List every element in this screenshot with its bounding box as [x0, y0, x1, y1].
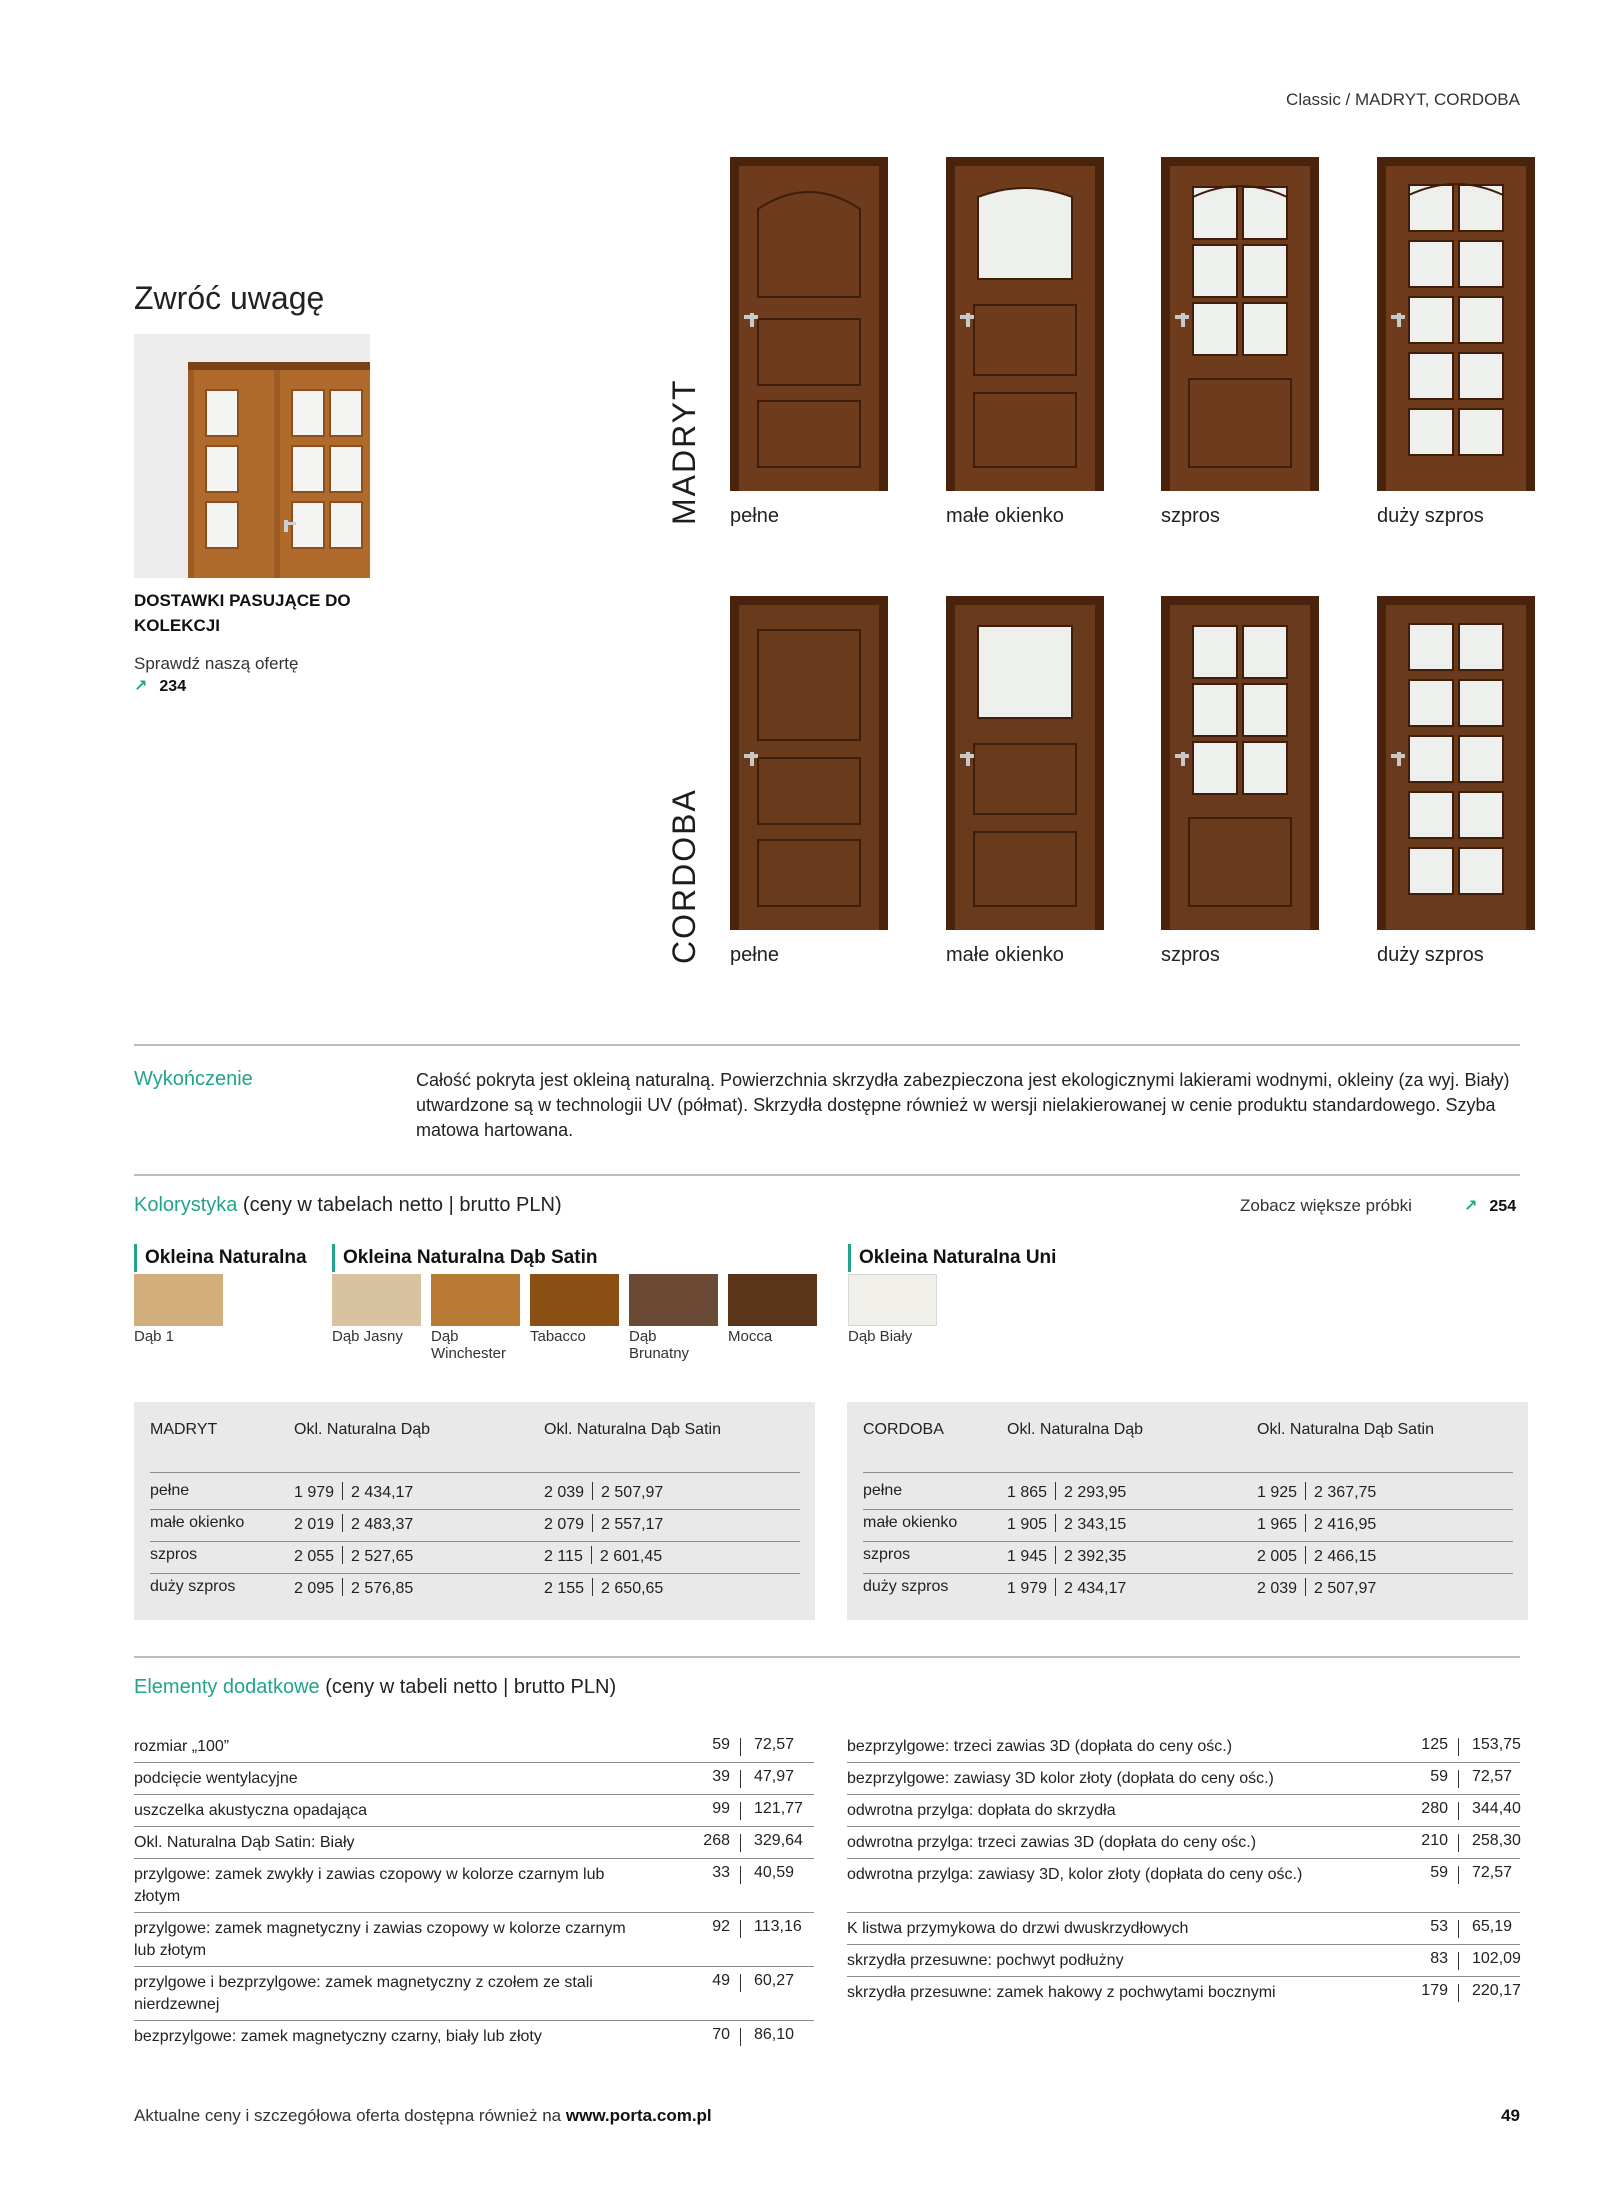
extra-price-gross: 113,16 [754, 1918, 802, 1935]
extra-item-desc: odwrotna przylga: dopłata do skrzydła [847, 1802, 1116, 1819]
extra-price-gross: 153,75 [1472, 1736, 1521, 1753]
table-rule [134, 1912, 814, 1913]
price-gross: 2 576,85 [351, 1580, 414, 1597]
extras-title-accent: Elementy dodatkowe [134, 1676, 320, 1698]
finish-label: Wykończenie [134, 1068, 253, 1090]
door-image [730, 596, 888, 930]
promo-page-link[interactable] [134, 676, 186, 696]
separator [1305, 1514, 1306, 1532]
table-rule [134, 1858, 814, 1859]
divider [134, 1656, 1520, 1658]
separator [740, 2028, 741, 2046]
door-illustration [1377, 157, 1535, 491]
color-swatch-label: Dąb Jasny [332, 1328, 403, 1345]
series-name: MADRYT [666, 378, 702, 525]
extra-price-net: 70 [712, 2026, 730, 2043]
table-rule [134, 1794, 814, 1795]
separator [1458, 1952, 1459, 1970]
door-variant-label: pełne [730, 505, 779, 527]
extra-price-net: 53 [1430, 1918, 1448, 1935]
price-gross: 2 483,37 [351, 1516, 414, 1533]
price-cell [1257, 1546, 1376, 1566]
separator [1055, 1514, 1056, 1532]
price-cell [1007, 1514, 1126, 1534]
separator [740, 1920, 741, 1938]
extra-item-desc: K listwa przymykowa do drzwi dwuskrzydłowych [847, 1920, 1189, 1937]
table-rule [134, 1762, 814, 1763]
door-variant-label: małe okienko [946, 505, 1064, 527]
separator [740, 1834, 741, 1852]
samples-page-link[interactable] [1464, 1196, 1516, 1216]
price-gross: 2 601,45 [599, 1548, 663, 1565]
color-swatch[interactable] [848, 1274, 937, 1326]
extra-price-net: 179 [1421, 1982, 1448, 1999]
price-table-header: Okl. Naturalna Dąb [294, 1421, 431, 1438]
extra-item-desc: odwrotna przylga: zawiasy 3D, kolor złoty (dopłata do ceny ośc.) [847, 1866, 1303, 1883]
color-swatch[interactable] [431, 1274, 520, 1326]
price-cell [1257, 1482, 1376, 1502]
extra-price-gross: 72,57 [1472, 1864, 1513, 1881]
color-swatch-label: Dąb 1 [134, 1328, 175, 1345]
price-cell [1257, 1514, 1376, 1534]
extra-price-net: 59 [1430, 1864, 1448, 1881]
table-rule [150, 1472, 800, 1473]
separator [740, 1866, 741, 1884]
price-cell [544, 1482, 663, 1502]
series-name: CORDOBA [666, 788, 702, 964]
color-group-title: Okleina Naturalna Dąb Satin [332, 1244, 597, 1272]
footer-url-link[interactable]: www.porta.com.pl [565, 2106, 712, 2125]
price-cell [1007, 1546, 1126, 1566]
extra-item-desc: przylgowe: zamek zwykły i zawias czopowy w kolorze czarnym lub złotym [134, 1866, 605, 1905]
extra-price-gross: 220,17 [1472, 1982, 1521, 1999]
separator [1458, 1866, 1459, 1884]
price-net: 2 155 [544, 1580, 585, 1597]
colors-title-accent: Kolorystyka [134, 1194, 238, 1216]
table-rule [863, 1541, 1513, 1542]
price-cell [294, 1482, 413, 1502]
price-row-label: małe okienko [150, 1514, 245, 1531]
color-swatch[interactable] [728, 1274, 817, 1326]
separator [1305, 1546, 1306, 1564]
separator [592, 1578, 593, 1596]
separator [1458, 1834, 1459, 1852]
price-cell [544, 1514, 663, 1534]
color-swatch[interactable] [332, 1274, 421, 1326]
price-cell [1007, 1482, 1126, 1502]
price-net: 1 979 [294, 1484, 335, 1501]
price-gross: 2 507,97 [601, 1484, 664, 1501]
footer-note-text: Aktualne ceny i szczegółowa oferta dostępna również na [134, 2106, 566, 2125]
arrow-up-right-icon: ↗ [1464, 1198, 1478, 1215]
color-swatch[interactable] [134, 1274, 223, 1326]
price-cell [1257, 1578, 1376, 1598]
price-row-label: szpros [863, 1546, 911, 1563]
table-rule [150, 1541, 800, 1542]
table-rule [847, 1944, 1520, 1945]
price-gross: 2 392,35 [1064, 1548, 1127, 1565]
color-group-title: Okleina Naturalna [134, 1244, 307, 1272]
extra-price-net: 39 [712, 1768, 730, 1785]
extra-item-desc: skrzydła przesuwne: zamek hakowy z pochwytami bocznymi [847, 1984, 1276, 2001]
table-rule [150, 1509, 800, 1510]
promo-check-offer: Sprawdź naszą ofertę [134, 654, 299, 673]
door-variant-label: duży szpros [1377, 505, 1484, 527]
door-variant-label: duży szpros [1377, 944, 1484, 966]
door-image [1377, 596, 1535, 930]
price-gross: 2 434,17 [351, 1484, 414, 1501]
separator [592, 1514, 593, 1532]
extra-item-desc: bezprzylgowe: zawiasy 3D kolor złoty (dopłata do ceny ośc.) [847, 1770, 1274, 1787]
door-illustration [946, 596, 1104, 930]
price-cell [294, 1578, 413, 1598]
color-swatch-label: Tabacco [530, 1328, 586, 1345]
color-swatch[interactable] [530, 1274, 619, 1326]
extra-item-desc: bezprzylgowe: trzeci zawias 3D (dopłata do ceny ośc.) [847, 1738, 1233, 1755]
separator [1458, 1738, 1459, 1756]
price-net: 2 039 [1257, 1580, 1298, 1597]
extra-price-gross: 258,30 [1472, 1832, 1521, 1849]
extra-item-desc: przylgowe: zamek magnetyczny i zawias czopowy w kolorze czarnym lub złotym [134, 1920, 626, 1959]
color-swatch-label: Mocca [728, 1328, 773, 1345]
price-net: 1 925 [1257, 1484, 1298, 1501]
door-image [946, 596, 1104, 930]
price-row-label: małe okienko [863, 1514, 958, 1531]
extra-price-gross: 344,40 [1472, 1800, 1521, 1817]
extra-price-net: 33 [712, 1864, 730, 1881]
table-rule [134, 2020, 814, 2021]
table-rule [134, 1966, 814, 1967]
extra-price-gross: 60,27 [754, 1972, 795, 1989]
table-rule [847, 1858, 1520, 1859]
price-cell [544, 1578, 663, 1598]
price-net: 1 979 [1007, 1580, 1048, 1597]
door-illustration [1161, 596, 1319, 930]
separator [1458, 1770, 1459, 1788]
price-table-header: Okl. Naturalna Dąb Satin [1257, 1421, 1434, 1438]
door-image [730, 157, 888, 491]
price-gross: 2 367,75 [1314, 1484, 1377, 1501]
door-variant-label: szpros [1161, 944, 1220, 966]
price-row-label: pełne [150, 1482, 190, 1499]
extra-item-desc: rozmiar „100” [134, 1738, 230, 1755]
price-net: 2 095 [294, 1580, 335, 1597]
table-rule [863, 1472, 1513, 1473]
separator [740, 1738, 741, 1756]
extra-price-net: 92 [712, 1918, 730, 1935]
color-swatch-label: Dąb Brunatny [629, 1328, 690, 1362]
color-swatch[interactable] [629, 1274, 718, 1326]
extra-price-gross: 47,97 [754, 1768, 795, 1785]
separator [591, 1546, 592, 1564]
price-net: 1 945 [1007, 1548, 1048, 1565]
promo-heading: DOSTAWKI PASUJĄCE DO KOLEKCJI [134, 591, 351, 635]
extra-price-net: 59 [712, 1736, 730, 1753]
extra-price-net: 280 [1421, 1800, 1448, 1817]
price-gross: 2 507,97 [1314, 1580, 1377, 1597]
extra-item-desc: bezprzylgowe: zamek magnetyczny czarny, biały lub złoty [134, 2028, 542, 2045]
door-variant-label: małe okienko [946, 944, 1064, 966]
samples-page-ref: 254 [1489, 1198, 1517, 1215]
footer-note [134, 2106, 712, 2126]
finish-description: Całość pokryta jest okleiną naturalną. Powierzchnia skrzydła zabezpieczona jest ekologicznymi lakierami wodnymi, okleiny (za wyj. Biały) utwardzone są w technologii UV (półmat). Skrzydła dostępne również w wersji nielakierowanej w cenie produktu standardowego. Szyba matowa hartowana. [416, 1070, 1510, 1140]
price-net: 2 005 [1257, 1548, 1298, 1565]
price-net: 2 079 [544, 1516, 585, 1533]
door-illustration [946, 157, 1104, 491]
color-group-title: Okleina Naturalna Uni [848, 1244, 1056, 1272]
separator [1305, 1482, 1306, 1500]
extra-price-gross: 40,59 [754, 1864, 795, 1881]
door-illustration [730, 596, 888, 930]
separator [1305, 1578, 1306, 1596]
door-image [1161, 157, 1319, 491]
extra-price-net: 125 [1421, 1736, 1448, 1753]
table-rule [847, 1912, 1520, 1913]
table-rule [847, 1976, 1520, 1977]
extra-price-net: 83 [1430, 1950, 1448, 1967]
accessory-door-photo [134, 334, 370, 578]
extra-price-gross: 121,77 [754, 1800, 803, 1817]
separator [1458, 1984, 1459, 2002]
extra-price-net: 210 [1421, 1832, 1448, 1849]
extra-price-gross: 72,57 [754, 1736, 795, 1753]
promo-title: Zwróć uwagę [134, 280, 325, 316]
separator [592, 1482, 593, 1500]
door-illustration [730, 157, 888, 491]
price-net: 2 039 [544, 1484, 585, 1501]
extra-item-desc: odwrotna przylga: trzeci zawias 3D (dopłata do ceny ośc.) [847, 1834, 1257, 1851]
separator [342, 1546, 343, 1564]
extra-item-desc: skrzydła przesuwne: pochwyt podłużny [847, 1952, 1124, 1969]
price-cell [1007, 1578, 1126, 1598]
door-illustration [1377, 596, 1535, 930]
door-variant-label: szpros [1161, 505, 1220, 527]
price-gross: 2 434,17 [1064, 1580, 1127, 1597]
extra-item-desc: podcięcie wentylacyjne [134, 1770, 298, 1787]
extra-price-net: 99 [712, 1800, 730, 1817]
price-cell [294, 1546, 413, 1566]
table-rule [134, 1826, 814, 1827]
extra-price-gross: 86,10 [754, 2026, 795, 2043]
extra-item-desc: uszczelka akustyczna opadająca [134, 1802, 368, 1819]
breadcrumb: Classic / MADRYT, CORDOBA [1286, 90, 1520, 109]
larger-samples-link[interactable]: Zobacz większe próbki [1240, 1196, 1412, 1215]
table-rule [863, 1509, 1513, 1510]
price-net: 2 019 [294, 1516, 335, 1533]
extra-item-desc: przylgowe i bezprzylgowe: zamek magnetyczny z czołem ze stali nierdzewnej [134, 1974, 593, 2013]
separator [740, 1770, 741, 1788]
price-net: 2 115 [544, 1548, 583, 1565]
price-gross: 2 293,95 [1064, 1484, 1127, 1501]
separator [342, 1578, 343, 1596]
separator [342, 1514, 343, 1532]
table-rule [847, 1826, 1520, 1827]
price-row-label: pełne [863, 1482, 903, 1499]
price-table-header: MADRYT [150, 1421, 218, 1438]
extra-price-net: 268 [703, 1832, 730, 1849]
door-image [1377, 157, 1535, 491]
price-table-header: Okl. Naturalna Dąb Satin [544, 1421, 721, 1438]
door-illustration [1161, 157, 1319, 491]
price-gross: 2 466,15 [1314, 1548, 1377, 1565]
door-image [946, 157, 1104, 491]
price-gross: 2 557,17 [601, 1516, 664, 1533]
arrow-up-right-icon: ↗ [134, 678, 148, 695]
colors-title-rest: (ceny w tabelach netto | brutto PLN) [237, 1194, 562, 1216]
price-row-label: duży szpros [150, 1578, 236, 1595]
separator [1055, 1482, 1056, 1500]
price-gross: 2 416,95 [1314, 1516, 1377, 1533]
separator [740, 1974, 741, 1992]
extra-item-desc: Okl. Naturalna Dąb Satin: Biały [134, 1834, 355, 1851]
price-row-label: duży szpros [863, 1578, 949, 1595]
price-net: 1 965 [1257, 1516, 1298, 1533]
extra-price-net: 49 [712, 1972, 730, 1989]
price-table-header: Okl. Naturalna Dąb [1007, 1421, 1144, 1438]
price-net: 1 905 [1007, 1516, 1048, 1533]
door-image [1161, 596, 1319, 930]
colors-title [134, 1194, 562, 1217]
promo-page-ref: 234 [159, 678, 187, 695]
table-rule [847, 1794, 1520, 1795]
color-swatch-label: Dąb Winchester [431, 1328, 507, 1362]
separator [342, 1482, 343, 1500]
extras-title-rest: (ceny w tabeli netto | brutto PLN) [319, 1676, 617, 1698]
price-cell [544, 1546, 662, 1566]
page-number: 49 [1501, 2106, 1520, 2125]
price-gross: 2 650,65 [601, 1580, 664, 1597]
price-row-label: szpros [150, 1546, 198, 1563]
separator [740, 1802, 741, 1820]
price-gross: 2 527,65 [351, 1548, 414, 1565]
separator [1055, 1546, 1056, 1564]
divider [134, 1044, 1520, 1046]
color-swatch-label: Dąb Biały [848, 1328, 913, 1345]
divider [134, 1174, 1520, 1176]
separator [1458, 1802, 1459, 1820]
price-table-header: CORDOBA [863, 1421, 944, 1438]
separator [1458, 1920, 1459, 1938]
table-rule [150, 1573, 800, 1574]
table-rule [863, 1573, 1513, 1574]
extra-price-gross: 329,64 [754, 1832, 803, 1849]
extra-price-gross: 102,09 [1472, 1950, 1521, 1967]
separator [1055, 1578, 1056, 1596]
door-variant-label: pełne [730, 944, 779, 966]
price-net: 2 055 [294, 1548, 335, 1565]
extras-title [134, 1676, 616, 1699]
price-gross: 2 343,15 [1064, 1516, 1127, 1533]
price-cell [294, 1514, 413, 1534]
extra-price-gross: 65,19 [1472, 1918, 1513, 1935]
price-net: 1 865 [1007, 1484, 1048, 1501]
table-rule [847, 1762, 1520, 1763]
extra-price-gross: 72,57 [1472, 1768, 1513, 1785]
extra-price-net: 59 [1430, 1768, 1448, 1785]
